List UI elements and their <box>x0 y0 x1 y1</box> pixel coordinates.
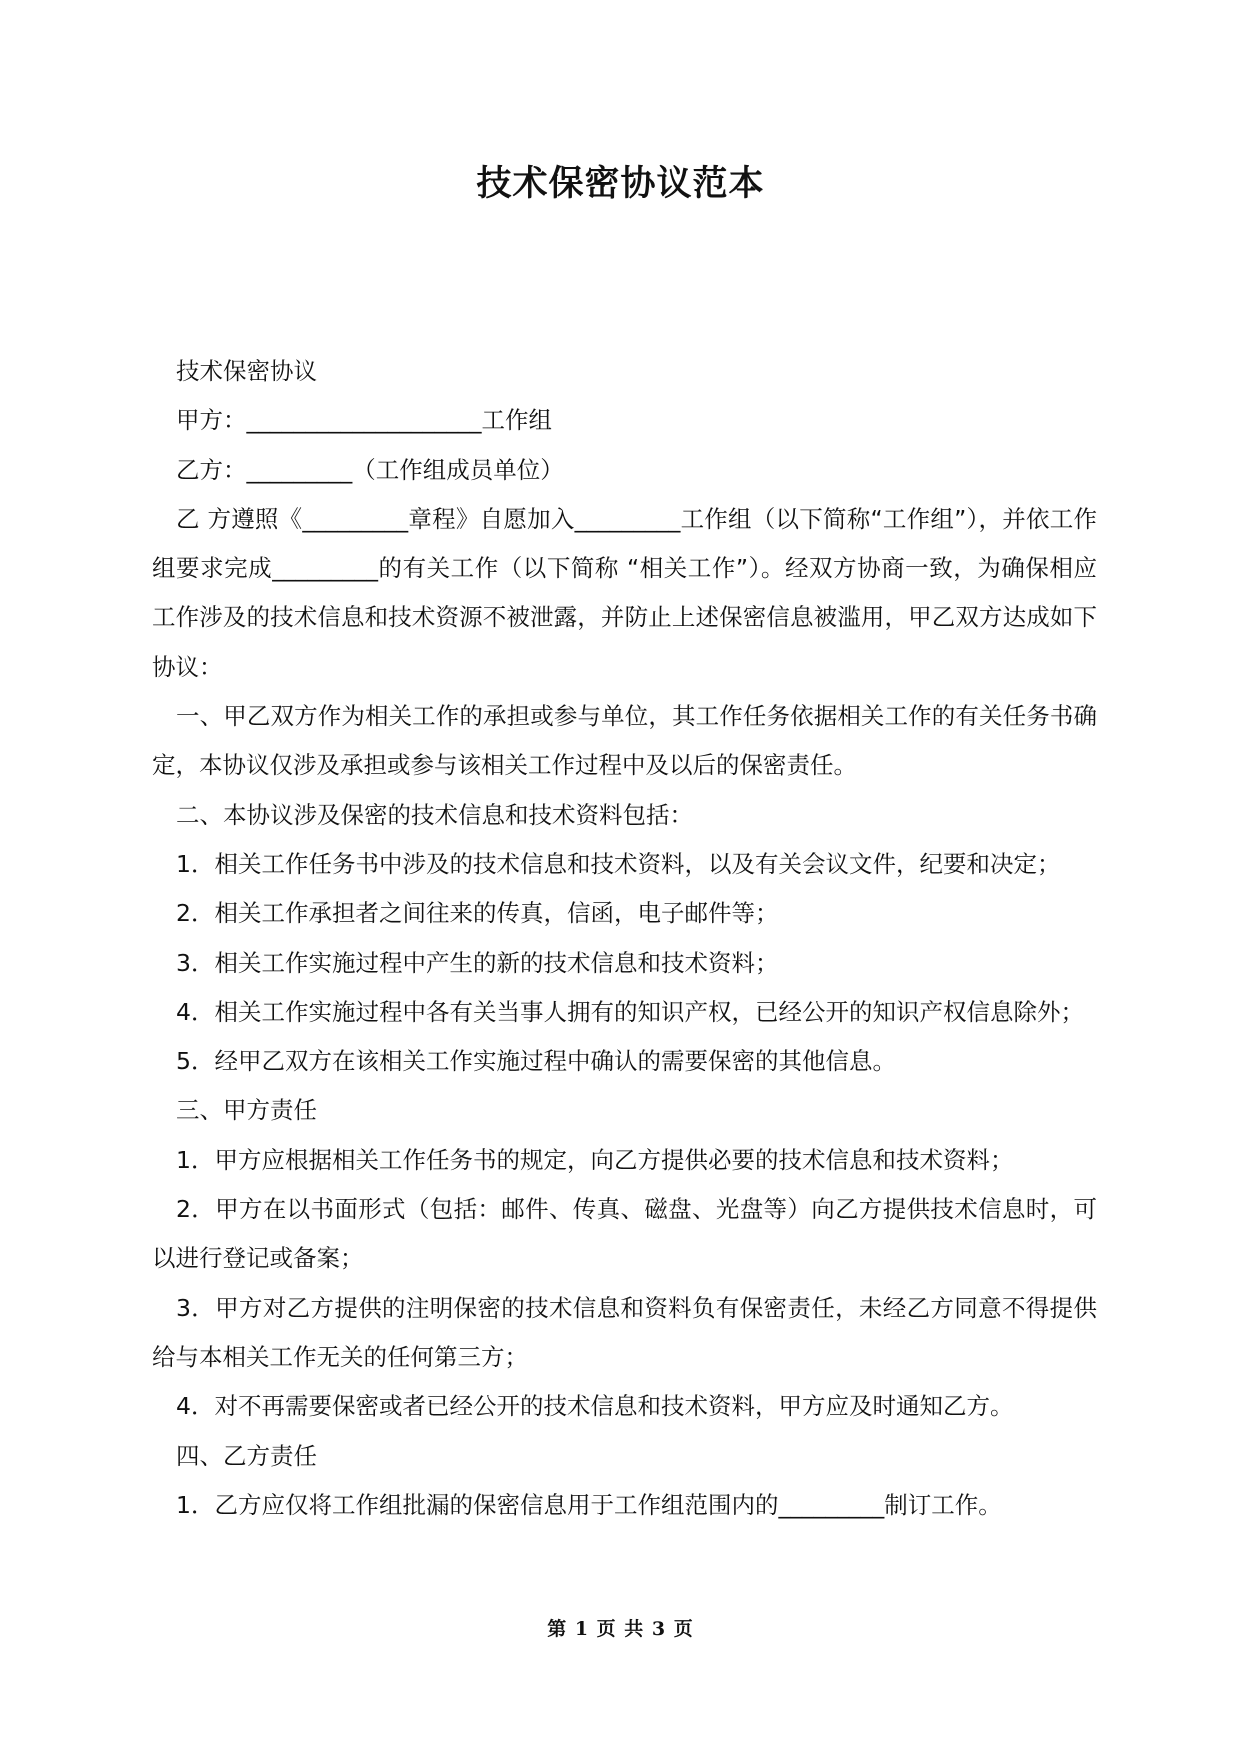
party-b-line: 乙方：_________（工作组成员单位） <box>176 455 564 484</box>
clause-2-item-2: 2．相关工作承担者之间往来的传真，信函，电子邮件等； <box>176 899 779 928</box>
clause-4-item-1: 1．乙方应仅将工作组批漏的保密信息用于工作组范围内的_________制订工作。 <box>176 1490 1002 1519</box>
document-body <box>152 347 1097 1530</box>
clause-3-heading: 三、甲方责任 <box>176 1096 317 1125</box>
clause-2-heading: 二、本协议涉及保密的技术信息和技术资料包括： <box>176 800 693 829</box>
clause-4-heading: 四、乙方责任 <box>176 1441 317 1470</box>
document-title: 技术保密协议范本 <box>476 164 765 204</box>
page-number-footer: 第 1 页 共 3 页 <box>547 1618 694 1640</box>
clause-2-item-3: 3．相关工作实施过程中产生的新的技术信息和技术资料； <box>176 948 779 977</box>
clause-1-paragraph: 一、甲乙双方作为相关工作的承担或参与单位，其工作任务依据相关工作的有关任务书确定，本协议仅涉及承担或参与该相关工作过程中及以后的保密责任。 <box>152 702 1097 780</box>
party-a-line: 甲方：____________________工作组 <box>176 406 552 435</box>
clause-2-item-1: 1．相关工作任务书中涉及的技术信息和技术资料，以及有关会议文件，纪要和决定； <box>176 849 1061 878</box>
clause-3-item-3: 3．甲方对乙方提供的注明保密的技术信息和资料负有保密责任，未经乙方同意不得提供给与本相关工作无关的任何第三方； <box>152 1293 1097 1371</box>
clause-2-item-4: 4．相关工作实施过程中各有关当事人拥有的知识产权，已经公开的知识产权信息除外； <box>176 997 1084 1026</box>
clause-3-item-2: 2．甲方在以书面形式（包括：邮件、传真、磁盘、光盘等）向乙方提供技术信息时，可以进行登记或备案； <box>152 1195 1097 1273</box>
agreement-heading: 技术保密协议 <box>176 357 317 385</box>
clause-3-item-1: 1．甲方应根据相关工作任务书的规定，向乙方提供必要的技术信息和技术资料； <box>176 1145 1014 1174</box>
preamble-paragraph: 乙 方遵照《_________章程》自愿加入_________工作组（以下简称“工作组”），并依工作组要求完成_________的有关工作（以下简称 “相关工作”）。经双方协商一致，为确保相应工作涉及的技术信息和技术资源不被泄露，并防止上述保密信息被滥用，甲乙双方达成如下协议： <box>152 504 1097 681</box>
clause-2-item-5: 5．经甲乙双方在该相关工作实施过程中确认的需要保密的其他信息。 <box>176 1047 896 1076</box>
clause-3-item-4: 4．对不再需要保密或者已经公开的技术信息和技术资料，甲方应及时通知乙方。 <box>176 1392 1014 1421</box>
